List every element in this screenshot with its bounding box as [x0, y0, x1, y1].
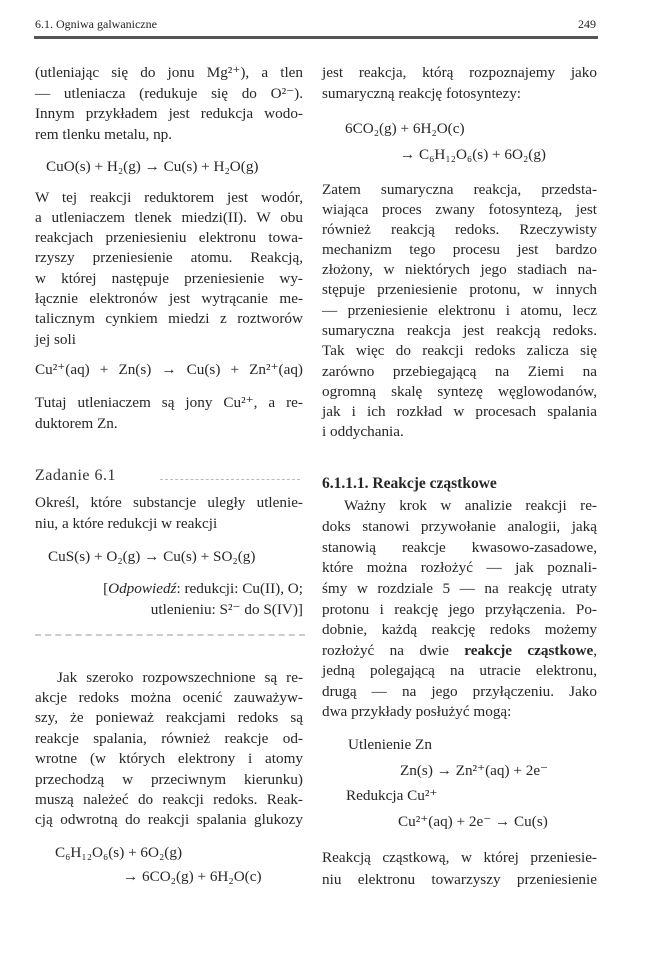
- equation: C₆H₁₂O₆(s) + 6O₂(g): [55, 844, 182, 861]
- task-answer-line: utlenieniu: S²⁻ do S(IV)]: [150, 601, 303, 618]
- equation: → C₆H₁₂O₆(s) + 6O₂(g): [400, 146, 546, 163]
- bracket: [: [103, 580, 109, 597]
- text-segment: rozłożyć na dwie: [322, 642, 465, 659]
- text-line: cją odwrotną do reakcji spalania glukozy: [35, 811, 303, 828]
- header-rule: [34, 36, 598, 39]
- text-line: Tak więc do reakcji redoks zalicza się: [322, 342, 597, 359]
- text-line: stępuje przeniesienie protonu, w innych: [322, 281, 597, 298]
- text-line: drugą — na jego przyłączeniu. Jako: [322, 683, 597, 700]
- text-line: łącznie elektronów jest wytrącanie me-: [35, 290, 303, 307]
- text-line: w której następuje przeniesienie wy-: [35, 270, 303, 287]
- text-line: stanowią reakcje kwasowo-zasadowe,: [322, 539, 597, 556]
- task-separator: [35, 634, 305, 636]
- running-header-section: 6.1. Ogniwa galwaniczne: [35, 17, 157, 31]
- task-answer-line: [35, 579, 303, 599]
- equation: 6CO₂(g) + 6H₂O(c): [345, 120, 465, 137]
- text-line: jej soli: [35, 331, 76, 348]
- text-line: talicznym cynkiem miedzi z roztworów: [35, 310, 303, 327]
- text-line: Określ, które substancje uległy utlenie-: [35, 494, 303, 511]
- equation: Cu²⁺(aq) + Zn(s) → Cu(s) + Zn²⁺(aq): [35, 361, 303, 378]
- text-line: dwa przykłady posłużyć mogą:: [322, 703, 512, 720]
- text-line: Reakcją cząstkową, w której przeniesie-: [322, 849, 597, 866]
- text-line: które można rozłożyć — jak poznali-: [322, 559, 597, 576]
- text-line: szy, że ponieważ reakcjami redoks są: [35, 709, 303, 726]
- text-line: Zatem sumaryczna reakcja, przedsta-: [322, 181, 597, 198]
- text-segment: ,: [593, 642, 597, 659]
- text-line: przechodzą w przeciwnym kierunku): [35, 771, 303, 788]
- text-line: (utleniając się do jonu Mg²⁺), a tlen: [35, 64, 303, 81]
- text-line: — utleniacza (redukuje się do O²⁻).: [35, 85, 303, 102]
- text-line: sumaryczną reakcję fotosyntezy:: [322, 85, 522, 102]
- text-line: Innym przykładem jest redukcja wodo-: [35, 105, 303, 122]
- text-line: złożony, w niektórych jego stadiach na-: [322, 261, 597, 278]
- half-reaction-label: Redukcja Cu²⁺: [346, 787, 438, 804]
- text-line: dobnie, każdą reakcję redoks możemy: [322, 621, 597, 638]
- task-title-rule: [160, 479, 300, 480]
- equation: Zn(s) → Zn²⁺(aq) + 2e⁻: [400, 762, 549, 779]
- text-line: rem tlenku metalu, np.: [35, 126, 173, 143]
- equation: CuO(s) + H₂(g) → Cu(s) + H₂O(g): [46, 158, 259, 175]
- text-line: i oddychania.: [322, 423, 404, 440]
- text-line: W tej reakcji reduktorem jest wodór,: [35, 189, 303, 206]
- text-line: Tutaj utleniaczem są jony Cu²⁺, a re-: [35, 394, 303, 411]
- task-title: Zadanie 6.1: [35, 467, 117, 484]
- text-line: jedną polegającą na utracie elektronu,: [322, 662, 597, 679]
- text-line: akcje redoks można ocenić zauważyw-: [35, 689, 303, 706]
- text-line: ogromną skalę syntezę węglowodanów,: [322, 383, 597, 400]
- text-line: doks stanowi przywołanie analogii, jaką: [322, 518, 597, 535]
- answer-text: : redukcji: Cu(II), O;: [176, 580, 303, 597]
- text-line: jak i ich rozkład w procesach spalania: [322, 403, 597, 420]
- equation: CuS(s) + O₂(g) → Cu(s) + SO₂(g): [48, 548, 256, 565]
- text-line: reakcjach przeniesieniu elektronu towa-: [35, 229, 303, 246]
- text-line: niu, a które redukcji w reakcji: [35, 515, 218, 532]
- text-line: a utleniaczem tlenek miedzi(II). W obu: [35, 209, 303, 226]
- text-line: również reakcją redoks. Rzeczywisty: [322, 221, 597, 238]
- bold-term: reakcje cząstkowe: [464, 642, 594, 659]
- text-line: śmy w rozdziale 5 — na reakcję utraty: [322, 580, 597, 597]
- equation: → 6CO₂(g) + 6H₂O(c): [123, 868, 262, 885]
- section-heading: 6.1.1.1. Reakcje cząstkowe: [322, 475, 497, 492]
- text-line: niu elektronu towarzyszy przeniesienie: [322, 871, 597, 888]
- text-line: zarówno przebiegającą na Ziemi na: [322, 363, 597, 380]
- text-line: muszą należeć do reakcji redoks. Reak-: [35, 791, 303, 808]
- text-line: mechanizm tego procesu jest bardzo: [322, 241, 597, 258]
- text-line: duktorem Zn.: [35, 415, 118, 432]
- text-line: sumaryczna reakcja jest reakcją redoks.: [322, 322, 597, 339]
- half-reaction-label: Utlenienie Zn: [348, 736, 432, 753]
- text-line: Jak szeroko rozpowszechnione są re-: [57, 669, 303, 686]
- text-line: reakcje spalania, również reakcje od-: [35, 730, 303, 747]
- text-line: — przeniesienie elektronu i atomu, lecz: [322, 302, 597, 319]
- page-number: 249: [578, 17, 596, 31]
- text-line: protonu i reakcję jego przyłączenia. Po-: [322, 601, 597, 618]
- text-line: wiająca proces zwany fotosyntezą, jest: [322, 201, 597, 218]
- answer-label: Odpowiedź: [108, 580, 177, 597]
- text-line: [322, 641, 597, 661]
- text-line: rzyszy przeniesienie atomu. Reakcją,: [35, 249, 303, 266]
- text-line: wrotne (w których elektrony i atomy: [35, 750, 303, 767]
- text-line: jest reakcja, którą rozpoznajemy jako: [322, 64, 597, 81]
- text-line: Ważny krok w analizie reakcji re-: [344, 497, 597, 514]
- equation: Cu²⁺(aq) + 2e⁻ → Cu(s): [398, 813, 548, 830]
